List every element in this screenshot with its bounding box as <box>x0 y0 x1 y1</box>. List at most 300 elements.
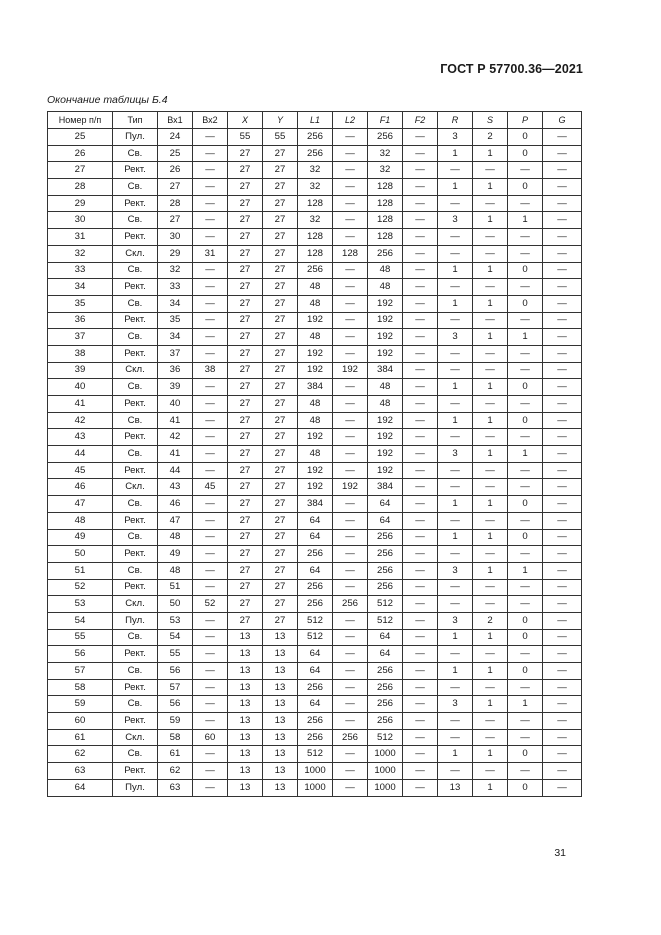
table-cell: 1 <box>473 496 508 513</box>
table-cell: 64 <box>298 562 333 579</box>
table-cell: — <box>403 245 438 262</box>
table-cell: 13 <box>263 713 298 730</box>
table-cell: — <box>438 195 473 212</box>
table-cell: 13 <box>228 679 263 696</box>
table-cell: 1 <box>473 412 508 429</box>
table-cell: — <box>403 663 438 680</box>
table-cell: — <box>473 195 508 212</box>
table-cell: — <box>473 479 508 496</box>
table-cell: 59 <box>158 713 193 730</box>
table-cell: — <box>508 195 543 212</box>
table-cell: 256 <box>333 596 368 613</box>
table-cell: 50 <box>158 596 193 613</box>
table-cell: — <box>473 345 508 362</box>
table-cell: Св. <box>113 329 158 346</box>
column-header: R <box>438 112 473 129</box>
table-cell: 13 <box>228 746 263 763</box>
table-cell: — <box>403 212 438 229</box>
table-cell: — <box>473 596 508 613</box>
table-cell: 27 <box>263 429 298 446</box>
table-cell: 1 <box>473 746 508 763</box>
table-cell: — <box>193 512 228 529</box>
table-cell: — <box>193 379 228 396</box>
table-cell: — <box>333 562 368 579</box>
table-cell: 13 <box>263 696 298 713</box>
table-cell: 32 <box>298 179 333 196</box>
table-cell: Св. <box>113 412 158 429</box>
table-cell: — <box>543 746 582 763</box>
table-cell: 64 <box>368 512 403 529</box>
table-cell: Скл. <box>113 479 158 496</box>
table-cell: 40 <box>48 379 113 396</box>
table-cell: — <box>473 279 508 296</box>
table-cell: — <box>543 679 582 696</box>
table-cell: 31 <box>193 245 228 262</box>
table-cell: 128 <box>368 212 403 229</box>
column-header: S <box>473 112 508 129</box>
table-cell: 64 <box>368 496 403 513</box>
table-cell: 27 <box>228 145 263 162</box>
table-cell: — <box>543 379 582 396</box>
table-row <box>48 329 582 346</box>
table-cell: 27 <box>228 345 263 362</box>
table-cell: — <box>473 713 508 730</box>
table-cell: 41 <box>48 396 113 413</box>
table-cell: — <box>333 179 368 196</box>
page-number: 31 <box>554 847 566 859</box>
table-cell: 40 <box>158 396 193 413</box>
table-row <box>48 179 582 196</box>
table-caption: Окончание таблицы Б.4 <box>47 94 168 106</box>
table-row <box>48 212 582 229</box>
table-cell: Рект. <box>113 279 158 296</box>
table-cell: Св. <box>113 496 158 513</box>
table-cell: Рект. <box>113 396 158 413</box>
table-cell: 13 <box>263 679 298 696</box>
table-cell: — <box>403 629 438 646</box>
table-cell: — <box>333 746 368 763</box>
table-cell: 27 <box>228 312 263 329</box>
table-cell: — <box>473 312 508 329</box>
table-cell: — <box>438 713 473 730</box>
table-cell: Св. <box>113 696 158 713</box>
table-cell: 1 <box>508 696 543 713</box>
table-cell: 1 <box>473 779 508 796</box>
table-cell: — <box>473 462 508 479</box>
table-cell: — <box>473 245 508 262</box>
table-cell: — <box>333 529 368 546</box>
table-cell: — <box>543 429 582 446</box>
table-cell: — <box>508 229 543 246</box>
table-cell: 61 <box>158 746 193 763</box>
table-cell: — <box>508 312 543 329</box>
table-cell: — <box>193 229 228 246</box>
table-cell: 1 <box>473 446 508 463</box>
table-cell: Св. <box>113 446 158 463</box>
table-cell: 60 <box>48 713 113 730</box>
table-cell: — <box>473 646 508 663</box>
table-cell: 512 <box>298 612 333 629</box>
table-cell: — <box>543 162 582 179</box>
table-cell: 512 <box>368 612 403 629</box>
table-cell: 27 <box>228 379 263 396</box>
table-cell: Пул. <box>113 779 158 796</box>
table-cell: 256 <box>298 145 333 162</box>
table-cell: — <box>508 162 543 179</box>
table-cell: — <box>193 279 228 296</box>
table-cell: 128 <box>333 245 368 262</box>
table-cell: 3 <box>438 612 473 629</box>
table-cell: — <box>333 329 368 346</box>
table-cell: — <box>543 212 582 229</box>
table-cell: 41 <box>158 412 193 429</box>
table-cell: 27 <box>263 479 298 496</box>
table-cell: 1 <box>438 746 473 763</box>
table-cell: — <box>508 512 543 529</box>
table-cell: 48 <box>158 562 193 579</box>
table-cell: 55 <box>48 629 113 646</box>
table-cell: Рект. <box>113 312 158 329</box>
table-cell: — <box>508 679 543 696</box>
table-cell: — <box>403 462 438 479</box>
table-row <box>48 195 582 212</box>
table-cell: — <box>543 779 582 796</box>
table-cell: Рект. <box>113 229 158 246</box>
table-cell: 59 <box>48 696 113 713</box>
table-cell: — <box>193 496 228 513</box>
table-cell: — <box>193 763 228 780</box>
table-cell: — <box>438 646 473 663</box>
table-cell: 128 <box>368 195 403 212</box>
table-cell: 62 <box>48 746 113 763</box>
table-cell: 0 <box>508 529 543 546</box>
table-cell: — <box>403 396 438 413</box>
table-cell: — <box>333 646 368 663</box>
table-cell: — <box>403 295 438 312</box>
table-cell: — <box>193 546 228 563</box>
table-cell: 1 <box>438 663 473 680</box>
column-header: G <box>543 112 582 129</box>
table-cell: — <box>403 579 438 596</box>
table-cell: 13 <box>228 696 263 713</box>
table-cell: 192 <box>298 345 333 362</box>
table-cell: 48 <box>368 396 403 413</box>
table-cell: 46 <box>158 496 193 513</box>
table-cell: — <box>543 579 582 596</box>
table-cell: — <box>543 179 582 196</box>
table-cell: 1 <box>473 329 508 346</box>
table-cell: 192 <box>368 312 403 329</box>
table-cell: — <box>508 279 543 296</box>
table-cell: 13 <box>263 729 298 746</box>
table-cell: 27 <box>48 162 113 179</box>
table-cell: 51 <box>48 562 113 579</box>
table-cell: — <box>543 396 582 413</box>
table-cell: 3 <box>438 446 473 463</box>
table-cell: 27 <box>263 145 298 162</box>
table-cell: Скл. <box>113 729 158 746</box>
table-cell: 57 <box>158 679 193 696</box>
table-cell: — <box>438 679 473 696</box>
table-cell: 50 <box>48 546 113 563</box>
table-row <box>48 229 582 246</box>
table-cell: 13 <box>228 646 263 663</box>
table-cell: 192 <box>368 329 403 346</box>
table-cell: — <box>543 562 582 579</box>
table-cell: — <box>193 195 228 212</box>
table-cell: — <box>543 279 582 296</box>
table-cell: 52 <box>48 579 113 596</box>
table-cell: 1 <box>438 629 473 646</box>
table-cell: 1 <box>508 446 543 463</box>
table-cell: 27 <box>228 295 263 312</box>
table-row <box>48 429 582 446</box>
table-cell: 54 <box>158 629 193 646</box>
table-cell: 34 <box>48 279 113 296</box>
table-cell: 3 <box>438 129 473 146</box>
table-cell: — <box>403 496 438 513</box>
table-header-row <box>48 112 582 129</box>
column-header: L2 <box>333 112 368 129</box>
table-cell: 56 <box>48 646 113 663</box>
table-cell: 33 <box>158 279 193 296</box>
table-cell: — <box>543 312 582 329</box>
table-cell: 0 <box>508 746 543 763</box>
table-cell: 27 <box>263 262 298 279</box>
table-cell: 45 <box>193 479 228 496</box>
table-cell: — <box>438 279 473 296</box>
table-cell: — <box>438 596 473 613</box>
table-cell: 1 <box>473 529 508 546</box>
table-cell: Рект. <box>113 162 158 179</box>
table-cell: — <box>403 329 438 346</box>
table-cell: — <box>543 496 582 513</box>
table-cell: — <box>333 763 368 780</box>
table-cell: 53 <box>158 612 193 629</box>
table-row <box>48 362 582 379</box>
table-cell: — <box>403 713 438 730</box>
table-cell: — <box>403 312 438 329</box>
table-cell: — <box>473 763 508 780</box>
table-cell: 192 <box>333 479 368 496</box>
table-cell: — <box>333 312 368 329</box>
table-cell: — <box>508 245 543 262</box>
table-cell: 35 <box>158 312 193 329</box>
table-cell: — <box>403 162 438 179</box>
table-cell: 256 <box>298 579 333 596</box>
table-cell: — <box>473 229 508 246</box>
table-cell: — <box>333 212 368 229</box>
table-cell: 27 <box>228 212 263 229</box>
table-cell: 27 <box>158 212 193 229</box>
table-cell: 1 <box>473 295 508 312</box>
table-cell: 192 <box>333 362 368 379</box>
column-header: X <box>228 112 263 129</box>
table-row <box>48 629 582 646</box>
table-cell: — <box>438 229 473 246</box>
table-cell: 1000 <box>298 763 333 780</box>
table-cell: — <box>438 362 473 379</box>
table-cell: — <box>193 295 228 312</box>
table-cell: 47 <box>158 512 193 529</box>
table-cell: 256 <box>368 546 403 563</box>
table-cell: — <box>193 312 228 329</box>
table-cell: 58 <box>158 729 193 746</box>
table-cell: 27 <box>228 546 263 563</box>
table-cell: — <box>473 729 508 746</box>
table-cell: 44 <box>158 462 193 479</box>
table-cell: 512 <box>368 729 403 746</box>
table-row <box>48 546 582 563</box>
table-cell: — <box>438 462 473 479</box>
table-cell: 48 <box>298 295 333 312</box>
table-cell: — <box>403 546 438 563</box>
table-cell: — <box>403 446 438 463</box>
table-cell: — <box>508 362 543 379</box>
table-cell: 35 <box>48 295 113 312</box>
table-cell: 1 <box>438 529 473 546</box>
table-cell: 1 <box>473 629 508 646</box>
table-cell: — <box>508 479 543 496</box>
table-row <box>48 579 582 596</box>
table-cell: 1000 <box>368 779 403 796</box>
table-row <box>48 379 582 396</box>
table-cell: — <box>473 679 508 696</box>
table-cell: 48 <box>298 396 333 413</box>
table-cell: 27 <box>228 479 263 496</box>
table-cell: 192 <box>368 429 403 446</box>
table-cell: 27 <box>158 179 193 196</box>
table-cell: 13 <box>263 663 298 680</box>
table-cell: 13 <box>228 763 263 780</box>
table-cell: — <box>403 262 438 279</box>
table-cell: — <box>193 646 228 663</box>
document-header: ГОСТ Р 57700.36—2021 <box>440 62 583 76</box>
table-row <box>48 396 582 413</box>
table-cell: Рект. <box>113 713 158 730</box>
table-cell: — <box>543 546 582 563</box>
table-cell: Св. <box>113 295 158 312</box>
table-cell: — <box>333 262 368 279</box>
table-row <box>48 262 582 279</box>
table-cell: 27 <box>263 612 298 629</box>
table-row <box>48 746 582 763</box>
table-cell: 43 <box>158 479 193 496</box>
table-cell: 64 <box>298 663 333 680</box>
table-cell: — <box>438 345 473 362</box>
table-cell: Св. <box>113 629 158 646</box>
table-cell: 27 <box>263 596 298 613</box>
table-cell: 54 <box>48 612 113 629</box>
table-cell: 39 <box>48 362 113 379</box>
table-cell: 46 <box>48 479 113 496</box>
table-cell: — <box>403 596 438 613</box>
table-cell: Рект. <box>113 462 158 479</box>
table-cell: Св. <box>113 379 158 396</box>
column-header: Тип <box>113 112 158 129</box>
table-cell: 55 <box>228 129 263 146</box>
table-cell: 55 <box>158 646 193 663</box>
table-cell: 58 <box>48 679 113 696</box>
table-cell: — <box>333 396 368 413</box>
table-cell: 27 <box>228 279 263 296</box>
table-cell: 27 <box>263 362 298 379</box>
table-cell: 29 <box>48 195 113 212</box>
table-cell: — <box>403 229 438 246</box>
table-cell: 27 <box>263 512 298 529</box>
table-cell: 27 <box>263 496 298 513</box>
table-cell: 1 <box>473 262 508 279</box>
table-cell: — <box>333 612 368 629</box>
table-cell: — <box>333 279 368 296</box>
table-cell: 26 <box>48 145 113 162</box>
table-cell: — <box>473 579 508 596</box>
table-cell: — <box>438 479 473 496</box>
table-cell: — <box>193 429 228 446</box>
table-cell: — <box>333 663 368 680</box>
table-cell: 2 <box>473 129 508 146</box>
table-cell: — <box>403 129 438 146</box>
table-cell: 39 <box>158 379 193 396</box>
table-row <box>48 646 582 663</box>
column-header: Вх1 <box>158 112 193 129</box>
table-row <box>48 512 582 529</box>
table-row <box>48 462 582 479</box>
table-cell: 32 <box>48 245 113 262</box>
table-cell: — <box>543 512 582 529</box>
table-cell: 27 <box>228 396 263 413</box>
table-cell: 57 <box>48 663 113 680</box>
table-cell: 0 <box>508 663 543 680</box>
table-cell: — <box>193 396 228 413</box>
table-cell: 128 <box>298 245 333 262</box>
table-cell: — <box>403 763 438 780</box>
table-cell: — <box>543 446 582 463</box>
table-cell: — <box>193 262 228 279</box>
table-cell: 27 <box>263 446 298 463</box>
table-cell: — <box>333 295 368 312</box>
table-cell: 0 <box>508 412 543 429</box>
table-cell: — <box>438 546 473 563</box>
table-cell: 41 <box>158 446 193 463</box>
table-cell: 256 <box>368 129 403 146</box>
table-cell: — <box>438 763 473 780</box>
table-cell: — <box>508 646 543 663</box>
table-cell: 34 <box>158 295 193 312</box>
table-cell: — <box>193 129 228 146</box>
table-cell: 48 <box>298 329 333 346</box>
table-cell: — <box>403 429 438 446</box>
table-cell: — <box>473 396 508 413</box>
table-cell: — <box>403 512 438 529</box>
table-cell: — <box>543 612 582 629</box>
table-cell: 42 <box>158 429 193 446</box>
table-cell: 64 <box>48 779 113 796</box>
table-cell: 27 <box>228 446 263 463</box>
table-cell: 512 <box>368 596 403 613</box>
table-cell: 256 <box>368 679 403 696</box>
table-cell: — <box>438 579 473 596</box>
table-cell: — <box>403 362 438 379</box>
table-cell: — <box>333 713 368 730</box>
table-row <box>48 162 582 179</box>
table-cell: 256 <box>368 713 403 730</box>
table-cell: 48 <box>298 279 333 296</box>
table-cell: 27 <box>228 245 263 262</box>
table-cell: 61 <box>48 729 113 746</box>
table-cell: 27 <box>263 179 298 196</box>
table-cell: 1 <box>473 696 508 713</box>
